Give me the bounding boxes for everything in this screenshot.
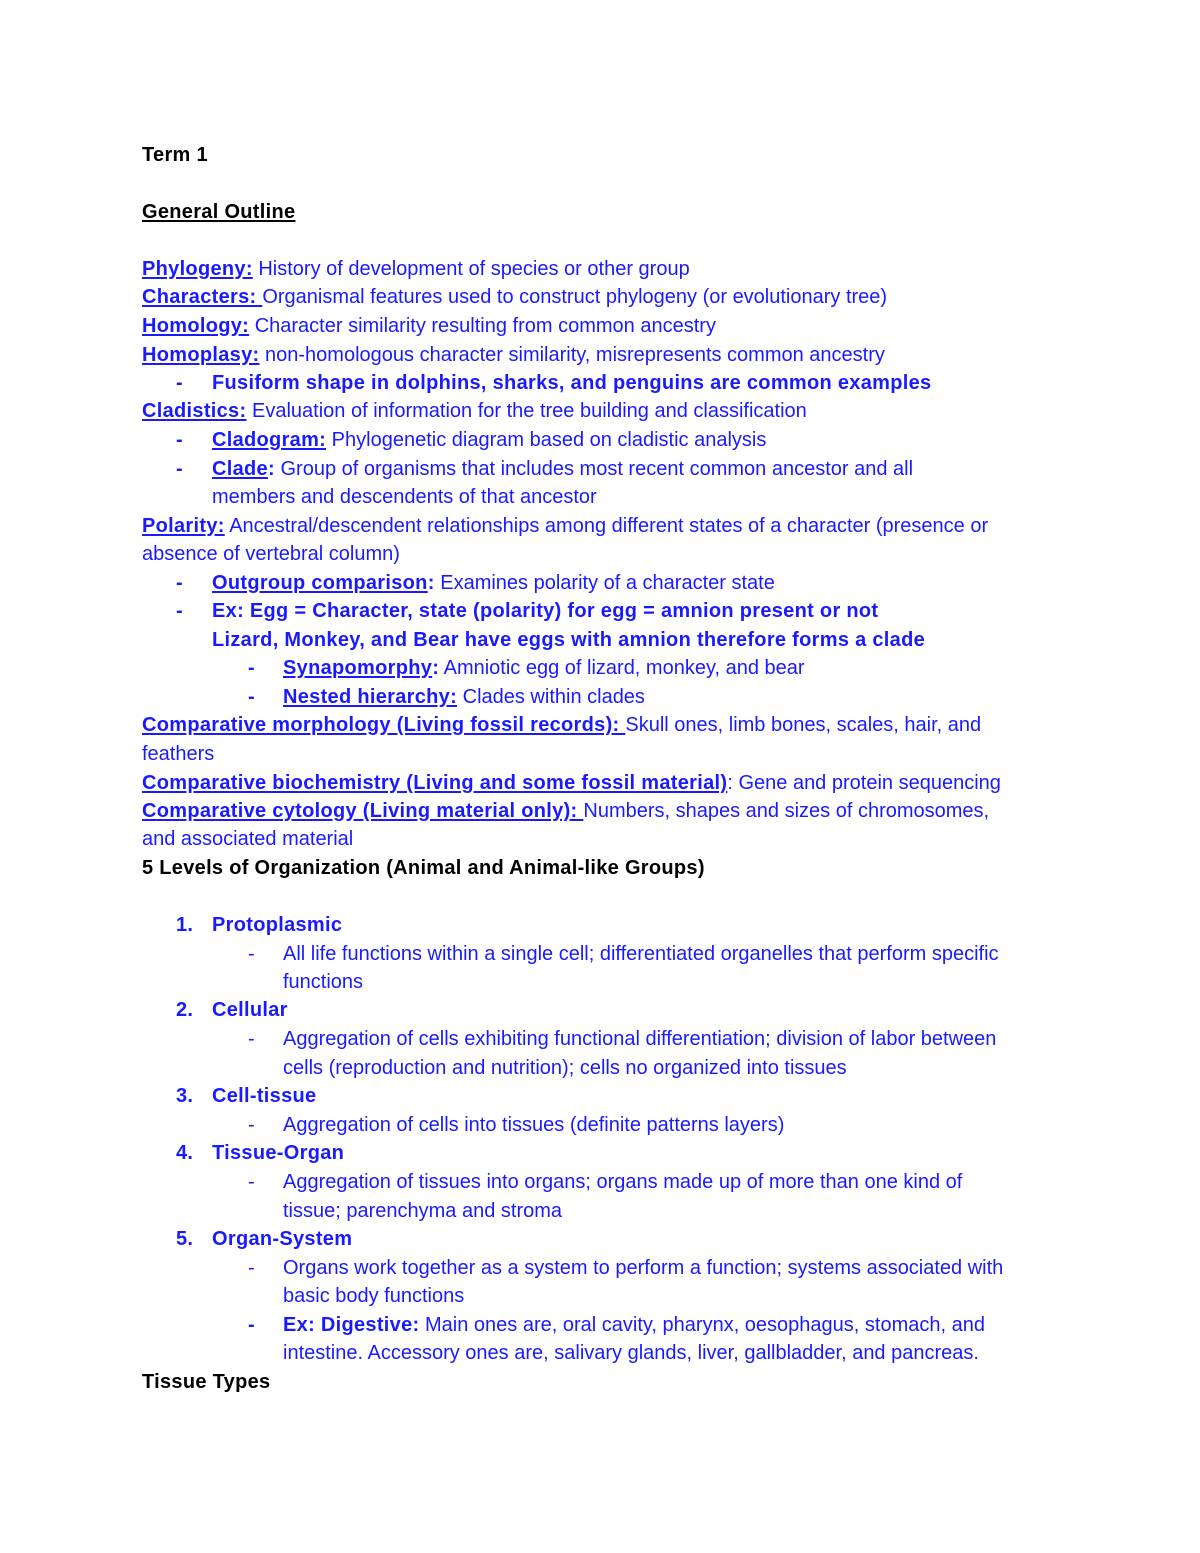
definition-clade-cont: members and descendents of that ancestor (212, 486, 597, 508)
definition-comparative-biochemistry: : Gene and protein sequencing (727, 772, 1001, 794)
digestive-definition-cont: intestine. Accessory ones are, salivary glands, liver, gallbladder, and pancreas. (283, 1342, 979, 1364)
entry-cladogram (212, 430, 766, 450)
entry-nested-hierarchy (283, 687, 645, 707)
definition-phylogeny: History of development of species or other group (252, 258, 690, 280)
entry-digestive-example (283, 1315, 985, 1335)
level-description: Organs work together as a system to perform a function; systems associated with (283, 1257, 1004, 1279)
entry-comparative-cytology (142, 801, 989, 821)
level-name-cell-tissue: Cell-tissue (212, 1085, 317, 1107)
bullet-dash: - (248, 1314, 255, 1336)
term-nested-hierarchy: Nested hierarchy: (283, 686, 458, 708)
term-cladistics: Cladistics: (142, 400, 247, 422)
bullet-dash: - (248, 1171, 255, 1193)
page-title: Term 1 (142, 144, 208, 166)
level-number: 5. (176, 1228, 194, 1250)
term-comparative-biochemistry: Comparative biochemistry (Living and some fossil material) (142, 772, 728, 794)
definition-synapomorphy: Amniotic egg of lizard, monkey, and bear (439, 657, 805, 679)
entry-homology (142, 316, 716, 336)
egg-example-line-2: Lizard, Monkey, and Bear have eggs with amnion therefore forms a clade (212, 629, 926, 651)
digestive-definition: Main ones are, oral cavity, pharynx, oesophagus, stomach, and (419, 1314, 985, 1336)
entry-cladistics (142, 401, 807, 421)
definition-nested-hierarchy: Clades within clades (457, 686, 645, 708)
bullet-dash: - (248, 1257, 255, 1279)
bullet-dash: - (248, 943, 255, 965)
bullet-dash: - (248, 1028, 255, 1050)
entry-synapomorphy (283, 658, 805, 678)
level-description: All life functions within a single cell; differentiated organelles that perform specific (283, 943, 999, 965)
levels-heading: 5 Levels of Organization (Animal and Animal-like Groups) (142, 857, 705, 879)
term-homoplasy: Homoplasy: (142, 344, 260, 366)
bullet-dash: - (176, 429, 183, 451)
level-description: Aggregation of cells into tissues (definite patterns layers) (283, 1114, 785, 1136)
level-name-protoplasmic: Protoplasmic (212, 914, 343, 936)
tissue-types-heading: Tissue Types (142, 1371, 271, 1393)
definition-comparative-cytology: Numbers, shapes and sizes of chromosomes, (583, 800, 990, 822)
term-synapomorphy: Synapomorphy (283, 657, 433, 679)
level-number: 3. (176, 1085, 194, 1107)
level-description-cont: functions (283, 971, 364, 993)
term-comparative-morphology: Comparative morphology (Living fossil records): (142, 714, 626, 736)
outgroup-colon: : (427, 572, 435, 594)
term-phylogeny: Phylogeny: (142, 258, 253, 280)
definition-cladogram: Phylogenetic diagram based on cladistic analysis (326, 429, 767, 451)
bullet-dash: - (248, 686, 255, 708)
entry-comparative-morphology (142, 715, 981, 735)
clade-colon: : (267, 458, 275, 480)
definition-clade: Group of organisms that includes most recent common ancestor and all (274, 458, 914, 480)
definition-comparative-cytology-cont: and associated material (142, 828, 354, 850)
term-cladogram: Cladogram: (212, 429, 327, 451)
entry-clade (212, 459, 913, 479)
term-comparative-cytology: Comparative cytology (Living material only): (142, 800, 584, 822)
level-name-organ-system: Organ-System (212, 1228, 353, 1250)
bullet-dash: - (176, 372, 183, 394)
definition-polarity-cont: absence of vertebral column) (142, 543, 400, 565)
egg-example-line-1: Ex: Egg = Character, state (polarity) for egg = amnion present or not (212, 600, 879, 622)
level-description: Aggregation of cells exhibiting functional differentiation; division of labor between (283, 1028, 997, 1050)
definition-homoplasy: non-homologous character similarity, misrepresents common ancestry (259, 344, 885, 366)
entry-outgroup-comparison (212, 573, 775, 593)
bullet-dash: - (176, 458, 183, 480)
level-number: 4. (176, 1142, 194, 1164)
term-clade: Clade (212, 458, 268, 480)
bullet-dash: - (176, 600, 183, 622)
digestive-label: Ex: Digestive: (283, 1314, 420, 1336)
entry-comparative-biochemistry (142, 773, 1001, 793)
term-polarity: Polarity: (142, 515, 225, 537)
term-homology: Homology: (142, 315, 250, 337)
level-name-cellular: Cellular (212, 999, 288, 1021)
section-heading-general-outline: General Outline (142, 201, 296, 223)
level-number: 1. (176, 914, 194, 936)
entry-phylogeny (142, 259, 690, 279)
term-outgroup-comparison: Outgroup comparison (212, 572, 428, 594)
definition-polarity: Ancestral/descendent relationships among different states of a character (presence or (224, 515, 989, 537)
entry-homoplasy (142, 345, 885, 365)
level-name-tissue-organ: Tissue-Organ (212, 1142, 345, 1164)
definition-characters: Organismal features used to construct phylogeny (or evolutionary tree) (262, 286, 888, 308)
level-description-cont: basic body functions (283, 1285, 465, 1307)
definition-comparative-morphology-cont: feathers (142, 743, 215, 765)
definition-comparative-morphology: Skull ones, limb bones, scales, hair, and (625, 714, 982, 736)
entry-characters (142, 287, 887, 307)
level-description-cont: tissue; parenchyma and stroma (283, 1200, 563, 1222)
homoplasy-example: Fusiform shape in dolphins, sharks, and penguins are common examples (212, 372, 932, 394)
bullet-dash: - (176, 572, 183, 594)
definition-outgroup-comparison: Examines polarity of a character state (434, 572, 775, 594)
level-number: 2. (176, 999, 194, 1021)
level-description: Aggregation of tissues into organs; organs made up of more than one kind of (283, 1171, 963, 1193)
entry-polarity (142, 516, 988, 536)
term-characters: Characters: (142, 286, 263, 308)
bullet-dash: - (248, 1114, 255, 1136)
synapomorphy-colon: : (432, 657, 440, 679)
level-description-cont: cells (reproduction and nutrition); cells no organized into tissues (283, 1057, 847, 1079)
bullet-dash: - (248, 657, 255, 679)
definition-homology: Character similarity resulting from common ancestry (249, 315, 716, 337)
definition-cladistics: Evaluation of information for the tree building and classification (246, 400, 807, 422)
